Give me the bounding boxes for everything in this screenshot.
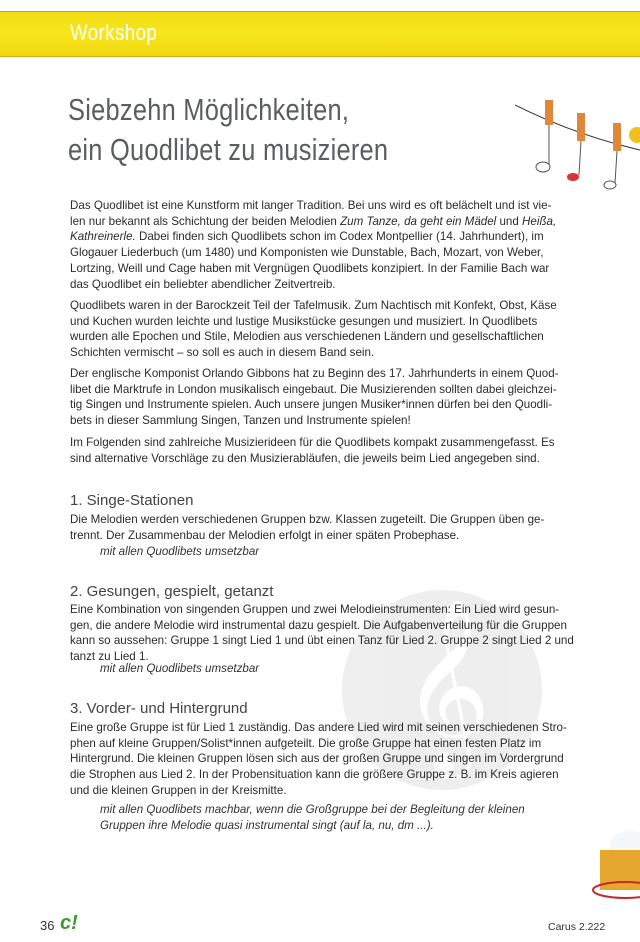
text-line bbox=[70, 298, 557, 314]
section-heading: 3. Vorder- und Hintergrund bbox=[70, 700, 248, 717]
text-line: phen auf kleine Gruppen/Solist*innen aufgeteilt. Die große Gruppe hat einen festen Platz im bbox=[70, 736, 542, 750]
text-segment: Lortzing, Weill und Cage haben mit Vergnügen Quodlibets konzipiert. In der Familie Bach war bbox=[70, 261, 550, 275]
intro-paragraph bbox=[70, 298, 557, 361]
text-segment: tig Singen und Instrumente spielen. Auch unsere jungen Musiker*innen dürfen bei den Quodli- bbox=[70, 398, 553, 412]
text-line: tanzt zu Lied 1. bbox=[70, 650, 149, 664]
text-segment: wurden alle Epochen und Stile, Melodien aus verschiedenen Ländern und gesellschaftlichen bbox=[70, 330, 544, 344]
text-segment: sind alternative Vorschläge zu den Musizierabläufen, die jeweils beim Lied angegeben sind. bbox=[70, 451, 540, 465]
text-line: die Strophen aus Lied 2. In der Probensituation kann die größere Gruppe z. B. im Kreis agieren bbox=[70, 768, 559, 782]
text-line bbox=[70, 345, 557, 361]
text-segment: und bbox=[496, 214, 523, 228]
text-segment: Das Quodlibet ist eine Kunstform mit langer Tradition. Bei uns wird es oft belächelt und ist vie- bbox=[70, 199, 552, 212]
text-segment: Im Folgenden sind zahlreiche Musizierideen für die Quodlibets kompakt zusammengefasst. Es bbox=[70, 436, 555, 449]
text-line bbox=[70, 261, 556, 277]
page-number: 36 bbox=[40, 918, 55, 933]
text-line: Eine große Gruppe ist für Lied 1 zuständig. Das andere Lied wird mit seinen verschiedenen Stro- bbox=[70, 721, 567, 734]
page-title bbox=[68, 90, 388, 170]
text-segment: len nur bekannt als Schichtung der beiden Melodien bbox=[70, 214, 341, 228]
text-line: trennt. Der Zusammenbau der Melodien erfolgt in einer späten Probephase. bbox=[70, 528, 460, 542]
text-line: und die kleinen Gruppen in der Kreismitte. bbox=[70, 783, 287, 797]
text-line: mit allen Quodlibets umsetzbar bbox=[100, 662, 260, 675]
text-segment: Der englische Komponist Orlando Gibbons hat zu Beginn des 17. Jahrhunderts in einem Quod- bbox=[70, 367, 559, 380]
publisher-logo: c! bbox=[60, 912, 78, 934]
text-line: mit allen Quodlibets umsetzbar bbox=[100, 545, 260, 558]
treble-clef-icon: 𝄞 bbox=[402, 598, 491, 772]
cake-illustration bbox=[590, 790, 640, 900]
text-line bbox=[70, 314, 557, 330]
clothespin-notes-illustration bbox=[515, 95, 640, 195]
text-line bbox=[70, 329, 557, 345]
text-line bbox=[70, 245, 556, 261]
text-line: kann so aussehen: Gruppe 1 singt Lied 1 und übt einen Tanz für Lied 2. Gruppe 2 singt Lied 2 und bbox=[70, 634, 574, 648]
section-body bbox=[70, 720, 567, 799]
text-line bbox=[70, 366, 559, 382]
text-line bbox=[70, 382, 559, 398]
intro-paragraph bbox=[70, 366, 559, 429]
text-line: gen, die andere Melodie wird instrumental dazu gespielt. Die Aufgabenverteilung für die Gruppen bbox=[70, 618, 567, 632]
page-title-line: ein Quodlibet zu musizieren bbox=[68, 132, 389, 167]
text-segment: Quodlibets waren in der Barockzeit Teil der Tafelmusik. Zum Nachtisch mit Konfekt, Obst, Käse bbox=[70, 299, 557, 312]
text-line: Hintergrund. Die kleinen Gruppen lösen sich aus der großen Gruppe und singen im Vordergrund bbox=[70, 752, 564, 766]
section-heading: 2. Gesungen, gespielt, getanzt bbox=[70, 583, 274, 600]
catalog-reference: Carus 2.222 bbox=[548, 921, 606, 933]
section-heading: 1. Singe-Stationen bbox=[70, 492, 194, 509]
text-segment: das Quodlibet ein beliebter abendlicher Zeitvertreib. bbox=[70, 277, 336, 291]
section-body bbox=[70, 602, 574, 665]
italic-title: Kathreinerle. bbox=[70, 230, 136, 244]
italic-title: Heißa, bbox=[522, 214, 557, 228]
text-line: Die Melodien werden verschiedenen Gruppen bzw. Klassen zugeteilt. Die Gruppen üben ge- bbox=[70, 513, 545, 526]
italic-title: Zum Tanze, da geht ein Mädel bbox=[340, 214, 497, 228]
text-line bbox=[70, 435, 555, 451]
text-line bbox=[70, 198, 556, 214]
section-label: Workshop bbox=[70, 20, 158, 45]
text-line bbox=[70, 413, 559, 429]
text-line bbox=[70, 214, 556, 230]
text-segment: und Kuchen wurden leichte und lustige Musikstücke gesungen und musiziert. In Quodlibets bbox=[70, 314, 538, 328]
page-title-line: Siebzehn Möglichkeiten, bbox=[68, 92, 350, 127]
text-line bbox=[70, 397, 559, 413]
text-segment: bets in dieser Sammlung Singen, Tanzen und Instrumente spielen! bbox=[70, 414, 411, 428]
text-segment: Dabei finden sich Quodlibets schon im Codex Montpellier (14. Jahrhundert), im bbox=[135, 230, 544, 244]
text-segment: libet die Marktrufe in London musikalisch eingebaut. Die Musizierenden sollten dabei gleichzei- bbox=[70, 382, 557, 396]
text-line bbox=[70, 277, 556, 293]
text-segment: Glogauer Liederbuch (um 1480) und Komponisten wie Dunstable, Bach, Mozart, von Weber, bbox=[70, 246, 544, 260]
usage-note bbox=[100, 544, 259, 560]
text-line bbox=[70, 229, 556, 245]
intro-paragraph bbox=[70, 198, 556, 292]
text-line: mit allen Quodlibets machbar, wenn die Großgruppe bei der Begleitung der kleinen bbox=[100, 803, 525, 816]
text-line: Eine Kombination von singenden Gruppen und zwei Melodieinstrumenten: Ein Lied wird gesun- bbox=[70, 603, 560, 616]
usage-note bbox=[100, 802, 525, 833]
text-line bbox=[70, 451, 555, 467]
intro-paragraph bbox=[70, 435, 555, 466]
usage-note bbox=[100, 661, 259, 677]
text-segment: Schichten vermischt – so soll es auch in diesem Band sein. bbox=[70, 346, 375, 360]
text-line: Gruppen ihre Melodie quasi instrumental singt (auf la, nu, dm ...). bbox=[100, 818, 434, 832]
section-body bbox=[70, 512, 544, 543]
